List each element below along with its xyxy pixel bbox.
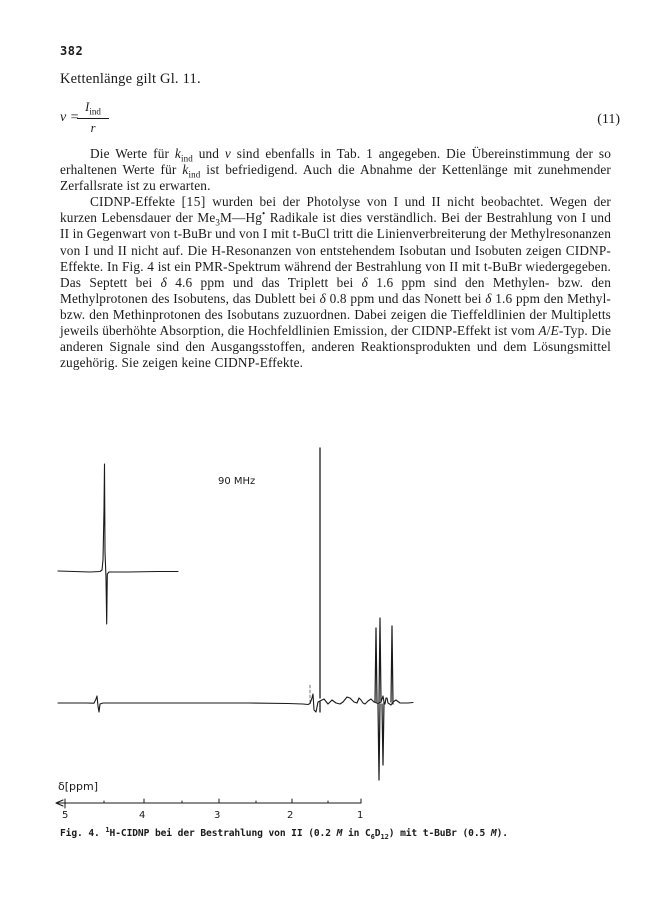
paragraph-1-run: Die Werte für (90, 146, 175, 161)
caption-run: 1 (105, 826, 110, 834)
paragraph-2-run: 1.6 ppm den Methyl- bzw. den Methinprotonen des Isobutans zuzuordnen. Dabei zeigen die Tieffeldlinien der Multipletts jeweils überhöhte Absorption, die Hochfeldlinien Emission, der CIDNP-Effekt ist vom (60, 290, 611, 339)
paragraph-1-run: ind (188, 169, 201, 180)
tick-label-1: 1 (357, 810, 364, 821)
baseline-trace (58, 694, 413, 712)
paragraph-2-run: • (262, 208, 266, 219)
equation-11 (60, 100, 620, 140)
caption-run: D (374, 828, 381, 840)
paragraph-2-run: δ (485, 290, 492, 306)
paragraph-1 (60, 146, 611, 194)
caption-run: 12 (380, 833, 389, 842)
paragraph-2-run: δ (319, 290, 326, 306)
equation-denominator: r (90, 120, 96, 135)
caption-run: H-CIDNP bei der Bestrahlung von II (0.2 (109, 828, 337, 840)
paragraph-2-run: E (550, 323, 559, 339)
paragraph-2-run: Radikale ist dies verständlich. Bei der Bestrahlung von I und II in Gegenwart von t-BuBr und von I mit t-BuCl tritt die Linienverbreiterung der Methylresonanzen von I und II nicht auf. Die H-Resonanzen von entstehendem Isobutan und Isobuten zeigen CIDNP-Effekte. In Fig. 4 ist ein PMR-Spektrum während der Bestrahlung von II mit t-BuBr wiedergegeben. Das Septett bei (60, 210, 611, 290)
paragraph-2-run: 3 (215, 218, 221, 229)
caption-run: 6 (370, 833, 375, 842)
caption-run: in C (342, 828, 371, 840)
paragraph-2-run: / (546, 323, 551, 339)
paragraph-2-run: CIDNP-Effekte (90, 194, 182, 210)
equation-numerator-symbol: I (85, 100, 90, 114)
equation-lhs: ν = (60, 110, 80, 125)
caption-run: M (490, 828, 497, 840)
paragraph-1-run: k (174, 146, 181, 161)
paragraph-2-run: A (538, 323, 547, 339)
paragraph-2 (60, 194, 611, 371)
paragraph-2-run: M—Hg (220, 210, 263, 226)
axis-label: δ[ppm] (58, 780, 98, 793)
paragraph-1-run: sind ebenfalls in Tab. 1 angegeben. Die Übereinstimmung der so erhaltenen Werte für (60, 146, 611, 178)
paragraph-2-run: [15] (181, 194, 206, 210)
tick-label-5: 5 (62, 810, 69, 821)
caption-run: Fig. 4. (60, 828, 106, 840)
paragraph-1-run: k (182, 162, 189, 178)
field-label: 90 MHz (218, 476, 256, 487)
tick-label-3: 3 (214, 810, 221, 821)
equation-fraction (77, 100, 109, 136)
caption-run: ). (496, 828, 508, 840)
paragraph-2-run: 0.8 ppm und das Nonett bei (325, 290, 486, 306)
equation-number: (11) (597, 112, 620, 127)
paragraph-2-run: 4.6 ppm und das Triplett bei (166, 274, 362, 290)
equation-numerator (77, 100, 109, 117)
lead-line: Kettenlänge gilt Gl. 11. (60, 71, 201, 87)
paragraph-1-run: ν (224, 146, 231, 161)
paragraph-1-run: ist befriedigend. Auch die Abnahme der Kettenlänge mit zunehmender Zerfallsrate ist zu erwarten. (60, 162, 612, 194)
body-text (60, 146, 611, 371)
multiplet-emission (378, 702, 384, 780)
page-number: 382 (60, 44, 84, 58)
amplified-trace (58, 464, 178, 624)
paragraph-1-run: und (192, 146, 225, 161)
figure-4-spectrum (48, 440, 498, 825)
tick-label-2: 2 (287, 810, 294, 821)
fraction-bar (77, 118, 109, 119)
caption-run: ) mit t-BuBr (0.5 (388, 828, 491, 840)
tick-label-4: 4 (139, 810, 146, 821)
figure-caption (60, 826, 508, 841)
paragraph-2-run: δ (160, 274, 167, 290)
paragraph-2-run: -Typ. Die anderen Signale sind den Ausgangsstoffen, anderen Reaktionsprodukten und dem Lösungsmittel zugehörig. Sie zeigen keine CIDNP-Effekte. (60, 323, 611, 371)
caption-run: M (336, 828, 343, 840)
multiplet-absorption (375, 618, 393, 704)
spectrum-plot (48, 440, 498, 825)
paragraph-2-run: δ (361, 274, 368, 290)
equation-numerator-subscript: ind (89, 106, 101, 117)
paragraph-2-run: wurden bei der Photolyse von I und II nicht beobachtet. Wegen der kurzen Lebensdauer der Me (60, 194, 611, 226)
paragraph-2-run: 1.6 ppm sind den Methylen- bzw. den Methylprotonen des Isobutens, das Dublett bei (60, 274, 611, 306)
axis-ticks (65, 799, 361, 803)
paragraph-1-run: ind (180, 153, 193, 164)
